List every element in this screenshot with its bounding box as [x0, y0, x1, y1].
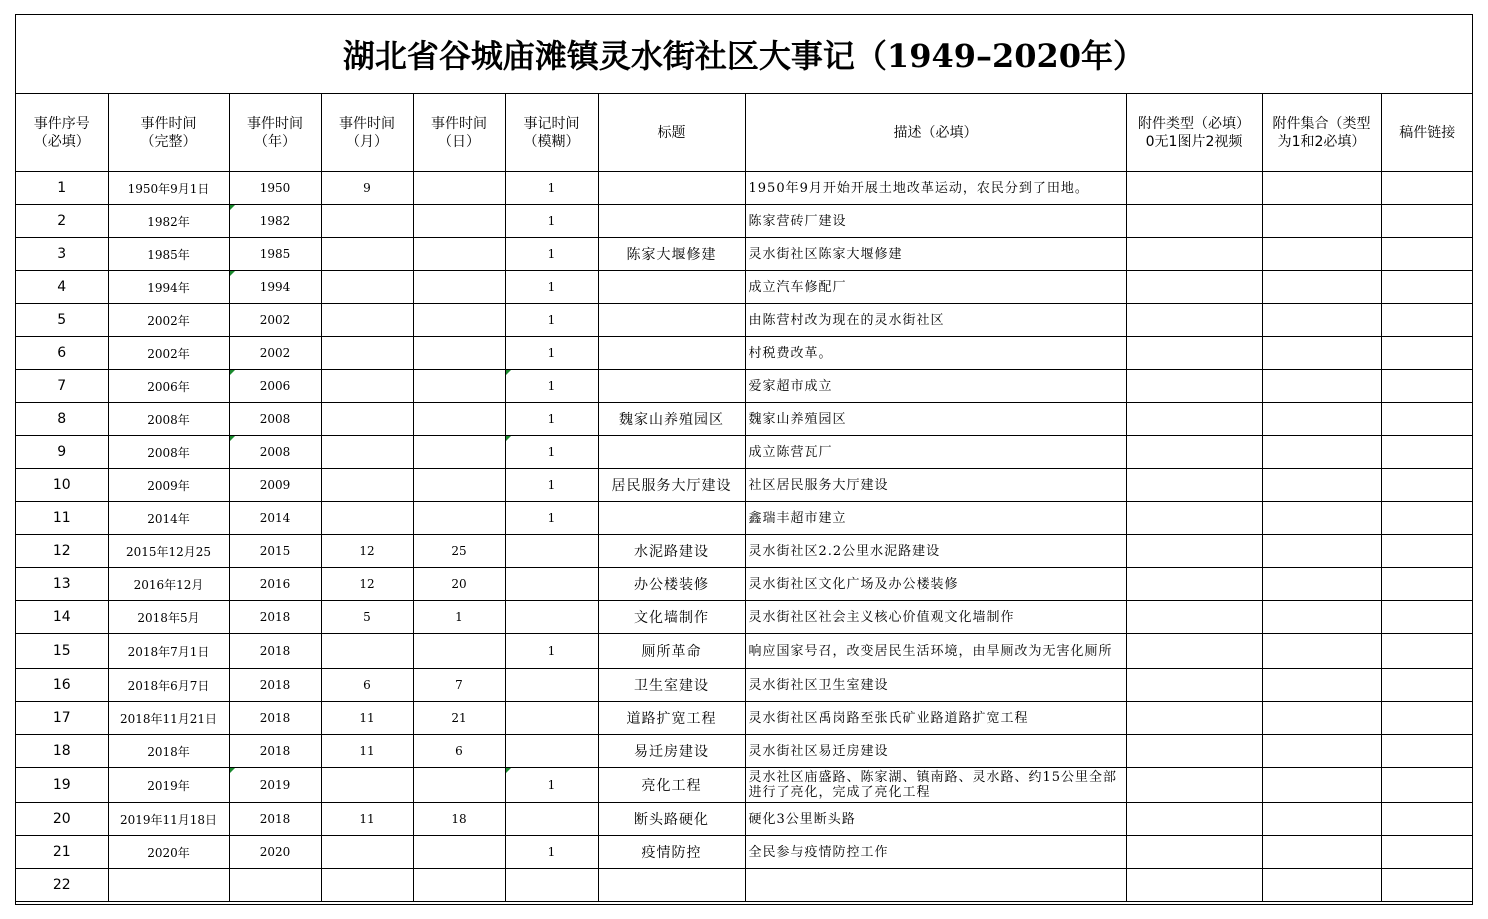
cell-link[interactable]	[1381, 403, 1473, 436]
cell-no[interactable]: 2	[16, 205, 108, 238]
cell-description[interactable]: 全民参与疫情防控工作	[745, 836, 1126, 869]
cell-month[interactable]: 6	[321, 669, 413, 702]
cell-month[interactable]	[321, 869, 413, 902]
cell-attachment-type[interactable]	[1126, 337, 1262, 370]
cell-fuzzy[interactable]: 1	[505, 469, 598, 502]
header-cell-attachment-set[interactable]: 附件集合（类型 为1和2必填）	[1262, 94, 1381, 172]
cell-month[interactable]: 12	[321, 568, 413, 601]
cell-note-marker	[230, 768, 235, 773]
cell-attachment-set[interactable]	[1262, 803, 1381, 836]
cell-note-marker	[506, 768, 511, 773]
cell-title[interactable]	[598, 205, 745, 238]
cell-attachment-set[interactable]	[1262, 502, 1381, 535]
table-row	[16, 869, 1473, 902]
cell-attachment-type[interactable]	[1126, 271, 1262, 304]
cell-day[interactable]	[413, 403, 505, 436]
cell-no[interactable]: 10	[16, 469, 108, 502]
cell-title[interactable]: 疫情防控	[598, 836, 745, 869]
cell-attachment-type[interactable]	[1126, 634, 1262, 669]
cell-link[interactable]	[1381, 803, 1473, 836]
cell-title[interactable]: 卫生室建设	[598, 669, 745, 702]
cell-title[interactable]: 陈家大堰修建	[598, 238, 745, 271]
cell-year[interactable]: 2015	[229, 535, 321, 568]
cell-link[interactable]	[1381, 370, 1473, 403]
table-row	[16, 304, 1473, 337]
cell-full-date[interactable]: 2002年	[108, 304, 229, 337]
cell-no[interactable]: 18	[16, 735, 108, 768]
cell-title[interactable]: 易迁房建设	[598, 735, 745, 768]
cell-year[interactable]: 2018	[229, 669, 321, 702]
cell-title[interactable]	[598, 502, 745, 535]
cell-month[interactable]: 11	[321, 803, 413, 836]
cell-description[interactable]: 社区居民服务大厅建设	[745, 469, 1126, 502]
cell-day[interactable]	[413, 634, 505, 669]
cell-fuzzy[interactable]: 1	[505, 337, 598, 370]
cell-no[interactable]: 14	[16, 601, 108, 634]
table-row	[16, 634, 1473, 669]
table-row	[16, 337, 1473, 370]
cell-day[interactable]	[413, 304, 505, 337]
cell-description[interactable]: 硬化3公里断头路	[745, 803, 1126, 836]
cell-title[interactable]	[598, 172, 745, 205]
cell-month[interactable]	[321, 238, 413, 271]
cell-full-date[interactable]: 2008年	[108, 403, 229, 436]
header-cell-description[interactable]: 描述（必填）	[745, 94, 1126, 172]
cell-link[interactable]	[1381, 304, 1473, 337]
cell-title[interactable]: 厕所革命	[598, 634, 745, 669]
header-cell-no[interactable]: 事件序号 （必填）	[16, 94, 108, 172]
cell-day[interactable]: 7	[413, 669, 505, 702]
cell-link[interactable]	[1381, 469, 1473, 502]
cell-day[interactable]	[413, 836, 505, 869]
cell-day[interactable]: 25	[413, 535, 505, 568]
cell-attachment-set[interactable]	[1262, 337, 1381, 370]
cell-month[interactable]	[321, 271, 413, 304]
table-row	[16, 735, 1473, 768]
cell-title[interactable]: 水泥路建设	[598, 535, 745, 568]
cell-fuzzy[interactable]: 1	[505, 205, 598, 238]
cell-year[interactable]: 2009	[229, 469, 321, 502]
cell-full-date[interactable]: 2016年12月	[108, 568, 229, 601]
cell-no[interactable]: 4	[16, 271, 108, 304]
cell-description[interactable]: 村税费改革。	[745, 337, 1126, 370]
cell-attachment-type[interactable]	[1126, 172, 1262, 205]
cell-no[interactable]: 20	[16, 803, 108, 836]
cell-title[interactable]: 办公楼装修	[598, 568, 745, 601]
header-cell-year[interactable]: 事件时间 （年）	[229, 94, 321, 172]
cell-attachment-set[interactable]	[1262, 634, 1381, 669]
cell-month[interactable]	[321, 768, 413, 803]
cell-attachment-type[interactable]	[1126, 568, 1262, 601]
cell-description[interactable]: 灵水街社区社会主义核心价值观文化墙制作	[745, 601, 1126, 634]
cell-attachment-type[interactable]	[1126, 735, 1262, 768]
cell-attachment-set[interactable]	[1262, 370, 1381, 403]
cell-no[interactable]: 21	[16, 836, 108, 869]
cell-day[interactable]: 18	[413, 803, 505, 836]
cell-day[interactable]	[413, 271, 505, 304]
table-row	[16, 768, 1473, 803]
table-row	[16, 172, 1473, 205]
cell-no[interactable]: 8	[16, 403, 108, 436]
header-cell-full-date[interactable]: 事件时间 （完整）	[108, 94, 229, 172]
cell-day[interactable]	[413, 172, 505, 205]
cell-attachment-set[interactable]	[1262, 568, 1381, 601]
cell-attachment-type[interactable]	[1126, 205, 1262, 238]
cell-link[interactable]	[1381, 205, 1473, 238]
cell-full-date[interactable]: 1982年	[108, 205, 229, 238]
cell-year[interactable]: 2002	[229, 337, 321, 370]
cell-month[interactable]	[321, 370, 413, 403]
cell-attachment-set[interactable]	[1262, 768, 1381, 803]
cell-year[interactable]: 2008	[229, 436, 321, 469]
cell-attachment-set[interactable]	[1262, 535, 1381, 568]
cell-description[interactable]: 成立汽车修配厂	[745, 271, 1126, 304]
cell-no[interactable]: 5	[16, 304, 108, 337]
cell-no[interactable]: 19	[16, 768, 108, 803]
cell-month[interactable]	[321, 436, 413, 469]
header-cell-title[interactable]: 标题	[598, 94, 745, 172]
cell-full-date[interactable]: 2019年	[108, 768, 229, 803]
cell-link[interactable]	[1381, 601, 1473, 634]
cell-attachment-type[interactable]	[1126, 768, 1262, 803]
header-cell-link[interactable]: 稿件链接	[1381, 94, 1473, 172]
cell-attachment-set[interactable]	[1262, 238, 1381, 271]
sheet-title: 湖北省谷城庙滩镇灵水街社区大事记（1949–2020年）	[16, 15, 1472, 94]
header-cell-day[interactable]: 事件时间 （日）	[413, 94, 505, 172]
header-cell-month[interactable]: 事件时间 （月）	[321, 94, 413, 172]
cell-no[interactable]: 15	[16, 634, 108, 669]
cell-month[interactable]: 9	[321, 172, 413, 205]
cell-fuzzy[interactable]: 1	[505, 768, 598, 803]
cell-attachment-set[interactable]	[1262, 735, 1381, 768]
cell-attachment-type[interactable]	[1126, 436, 1262, 469]
cell-attachment-type[interactable]	[1126, 702, 1262, 735]
cell-no[interactable]: 11	[16, 502, 108, 535]
cell-description[interactable]: 陈家营砖厂建设	[745, 205, 1126, 238]
cell-description[interactable]: 成立陈营瓦厂	[745, 436, 1126, 469]
cell-fuzzy[interactable]	[505, 601, 598, 634]
cell-fuzzy[interactable]	[505, 869, 598, 902]
cell-description[interactable]: 灵水街社区卫生室建设	[745, 669, 1126, 702]
cell-day[interactable]: 1	[413, 601, 505, 634]
cell-link[interactable]	[1381, 735, 1473, 768]
cell-full-date[interactable]: 2018年	[108, 735, 229, 768]
cell-year[interactable]: 2006	[229, 370, 321, 403]
table-row	[16, 601, 1473, 634]
cell-no[interactable]: 16	[16, 669, 108, 702]
cell-fuzzy[interactable]	[505, 669, 598, 702]
cell-description[interactable]: 灵水街社区禹岗路至张氏矿业路道路扩宽工程	[745, 702, 1126, 735]
cell-attachment-set[interactable]	[1262, 271, 1381, 304]
cell-year[interactable]: 2018	[229, 702, 321, 735]
cell-description[interactable]: 灵水街社区2.2公里水泥路建设	[745, 535, 1126, 568]
cell-day[interactable]	[413, 238, 505, 271]
cell-link[interactable]	[1381, 568, 1473, 601]
cell-fuzzy[interactable]: 1	[505, 172, 598, 205]
cell-day[interactable]: 6	[413, 735, 505, 768]
cell-attachment-type[interactable]	[1126, 869, 1262, 902]
cell-description[interactable]: 由陈营村改为现在的灵水街社区	[745, 304, 1126, 337]
cell-title[interactable]	[598, 304, 745, 337]
cell-fuzzy[interactable]: 1	[505, 436, 598, 469]
cell-year[interactable]: 1985	[229, 238, 321, 271]
cell-attachment-type[interactable]	[1126, 836, 1262, 869]
cell-attachment-type[interactable]	[1126, 403, 1262, 436]
cell-year[interactable]	[229, 869, 321, 902]
cell-day[interactable]	[413, 205, 505, 238]
cell-link[interactable]	[1381, 337, 1473, 370]
header-row	[16, 94, 1473, 172]
cell-attachment-set[interactable]	[1262, 205, 1381, 238]
cell-link[interactable]	[1381, 669, 1473, 702]
cell-description[interactable]: 魏家山养殖园区	[745, 403, 1126, 436]
cell-attachment-type[interactable]	[1126, 803, 1262, 836]
cell-attachment-set[interactable]	[1262, 669, 1381, 702]
cell-year[interactable]: 2002	[229, 304, 321, 337]
cell-no[interactable]: 9	[16, 436, 108, 469]
cell-attachment-type[interactable]	[1126, 669, 1262, 702]
cell-attachment-set[interactable]	[1262, 304, 1381, 337]
cell-no[interactable]: 12	[16, 535, 108, 568]
cell-title[interactable]	[598, 370, 745, 403]
cell-year[interactable]: 2008	[229, 403, 321, 436]
cell-full-date[interactable]: 2015年12月25	[108, 535, 229, 568]
cell-title[interactable]: 断头路硬化	[598, 803, 745, 836]
cell-attachment-type[interactable]	[1126, 601, 1262, 634]
cell-month[interactable]: 11	[321, 702, 413, 735]
cell-month[interactable]: 5	[321, 601, 413, 634]
table-row	[16, 535, 1473, 568]
cell-description[interactable]: 1950年9月开始开展土地改革运动，农民分到了田地。	[745, 172, 1126, 205]
cell-attachment-type[interactable]	[1126, 469, 1262, 502]
cell-no[interactable]: 22	[16, 869, 108, 902]
cell-year[interactable]: 2016	[229, 568, 321, 601]
cell-fuzzy[interactable]	[505, 535, 598, 568]
cell-fuzzy[interactable]: 1	[505, 502, 598, 535]
cell-fuzzy[interactable]: 1	[505, 271, 598, 304]
cell-attachment-set[interactable]	[1262, 172, 1381, 205]
cell-month[interactable]	[321, 337, 413, 370]
cell-day[interactable]	[413, 469, 505, 502]
cell-year[interactable]: 1950	[229, 172, 321, 205]
cell-full-date[interactable]: 2018年5月	[108, 601, 229, 634]
cell-fuzzy[interactable]	[505, 702, 598, 735]
cell-day[interactable]	[413, 370, 505, 403]
cell-fuzzy[interactable]: 1	[505, 403, 598, 436]
cell-month[interactable]	[321, 469, 413, 502]
cell-full-date[interactable]: 1950年9月1日	[108, 172, 229, 205]
cell-title[interactable]	[598, 436, 745, 469]
cell-no[interactable]: 7	[16, 370, 108, 403]
cell-day[interactable]	[413, 869, 505, 902]
cell-full-date[interactable]: 2019年11月18日	[108, 803, 229, 836]
cell-fuzzy[interactable]: 1	[505, 634, 598, 669]
cell-no[interactable]: 6	[16, 337, 108, 370]
cell-day[interactable]	[413, 436, 505, 469]
cell-full-date[interactable]: 2008年	[108, 436, 229, 469]
cell-note-marker	[230, 205, 235, 210]
cell-fuzzy[interactable]	[505, 803, 598, 836]
cell-link[interactable]	[1381, 172, 1473, 205]
events-table	[16, 94, 1473, 902]
cell-day[interactable]: 20	[413, 568, 505, 601]
cell-year[interactable]: 2014	[229, 502, 321, 535]
table-row	[16, 836, 1473, 869]
cell-description[interactable]: 响应国家号召，改变居民生活环境，由旱厕改为无害化厕所	[745, 634, 1126, 669]
table-row	[16, 403, 1473, 436]
table-row	[16, 205, 1473, 238]
table-row	[16, 238, 1473, 271]
cell-link[interactable]	[1381, 634, 1473, 669]
cell-fuzzy[interactable]: 1	[505, 304, 598, 337]
cell-description[interactable]: 灵水街社区文化广场及办公楼装修	[745, 568, 1126, 601]
cell-link[interactable]	[1381, 768, 1473, 803]
cell-fuzzy[interactable]	[505, 568, 598, 601]
cell-title[interactable]: 居民服务大厅建设	[598, 469, 745, 502]
cell-note-marker	[230, 370, 235, 375]
cell-attachment-set[interactable]	[1262, 403, 1381, 436]
cell-full-date[interactable]: 1985年	[108, 238, 229, 271]
cell-year[interactable]: 2018	[229, 634, 321, 669]
table-row	[16, 803, 1473, 836]
cell-attachment-type[interactable]	[1126, 502, 1262, 535]
cell-fuzzy[interactable]: 1	[505, 836, 598, 869]
cell-year[interactable]: 1994	[229, 271, 321, 304]
cell-full-date[interactable]: 2018年6月7日	[108, 669, 229, 702]
cell-attachment-type[interactable]	[1126, 535, 1262, 568]
cell-title[interactable]: 魏家山养殖园区	[598, 403, 745, 436]
cell-year[interactable]: 2018	[229, 735, 321, 768]
cell-note-marker	[506, 370, 511, 375]
header-cell-attachment-type[interactable]: 附件类型（必填） 0无1图片2视频	[1126, 94, 1262, 172]
cell-day[interactable]	[413, 502, 505, 535]
cell-title[interactable]	[598, 337, 745, 370]
cell-full-date[interactable]: 2018年7月1日	[108, 634, 229, 669]
cell-link[interactable]	[1381, 535, 1473, 568]
cell-full-date[interactable]: 2014年	[108, 502, 229, 535]
cell-description[interactable]: 灵水社区庙盛路、陈家湖、镇南路、灵水路、约15公里全部进行了亮化，完成了亮化工程	[745, 768, 1126, 803]
cell-full-date[interactable]	[108, 869, 229, 902]
cell-full-date[interactable]: 1994年	[108, 271, 229, 304]
cell-month[interactable]: 11	[321, 735, 413, 768]
cell-year[interactable]: 2018	[229, 803, 321, 836]
cell-link[interactable]	[1381, 836, 1473, 869]
table-row	[16, 669, 1473, 702]
cell-day[interactable]	[413, 768, 505, 803]
cell-description[interactable]: 鑫瑞丰超市建立	[745, 502, 1126, 535]
table-row	[16, 469, 1473, 502]
cell-attachment-set[interactable]	[1262, 836, 1381, 869]
cell-link[interactable]	[1381, 271, 1473, 304]
cell-attachment-set[interactable]	[1262, 869, 1381, 902]
cell-description[interactable]	[745, 869, 1126, 902]
cell-title[interactable]: 亮化工程	[598, 768, 745, 803]
cell-link[interactable]	[1381, 702, 1473, 735]
cell-month[interactable]	[321, 634, 413, 669]
cell-year[interactable]: 1982	[229, 205, 321, 238]
cell-no[interactable]: 3	[16, 238, 108, 271]
cell-month[interactable]	[321, 403, 413, 436]
cell-title[interactable]: 文化墙制作	[598, 601, 745, 634]
cell-full-date[interactable]: 2018年11月21日	[108, 702, 229, 735]
cell-attachment-set[interactable]	[1262, 469, 1381, 502]
cell-title[interactable]	[598, 869, 745, 902]
cell-attachment-type[interactable]	[1126, 304, 1262, 337]
cell-description[interactable]: 灵水街社区陈家大堰修建	[745, 238, 1126, 271]
cell-full-date[interactable]: 2002年	[108, 337, 229, 370]
cell-link[interactable]	[1381, 502, 1473, 535]
cell-day[interactable]: 21	[413, 702, 505, 735]
cell-year[interactable]: 2019	[229, 768, 321, 803]
cell-note-marker	[230, 271, 235, 276]
cell-link[interactable]	[1381, 869, 1473, 902]
cell-year[interactable]: 2018	[229, 601, 321, 634]
cell-note-marker	[506, 436, 511, 441]
cell-link[interactable]	[1381, 436, 1473, 469]
spreadsheet	[15, 14, 1473, 905]
cell-attachment-type[interactable]	[1126, 370, 1262, 403]
table-row	[16, 436, 1473, 469]
cell-full-date[interactable]: 2020年	[108, 836, 229, 869]
cell-title[interactable]: 道路扩宽工程	[598, 702, 745, 735]
cell-no[interactable]: 17	[16, 702, 108, 735]
cell-attachment-type[interactable]	[1126, 238, 1262, 271]
cell-description[interactable]: 灵水街社区易迁房建设	[745, 735, 1126, 768]
cell-link[interactable]	[1381, 238, 1473, 271]
cell-attachment-set[interactable]	[1262, 601, 1381, 634]
table-row	[16, 370, 1473, 403]
cell-month[interactable]	[321, 304, 413, 337]
cell-full-date[interactable]: 2009年	[108, 469, 229, 502]
cell-day[interactable]	[413, 337, 505, 370]
cell-fuzzy[interactable]: 1	[505, 370, 598, 403]
table-row	[16, 702, 1473, 735]
cell-title[interactable]	[598, 271, 745, 304]
cell-month[interactable]: 12	[321, 535, 413, 568]
cell-month[interactable]	[321, 836, 413, 869]
cell-no[interactable]: 1	[16, 172, 108, 205]
cell-attachment-set[interactable]	[1262, 436, 1381, 469]
cell-year[interactable]: 2020	[229, 836, 321, 869]
header-cell-fuzzy[interactable]: 事记时间 （模糊）	[505, 94, 598, 172]
table-row	[16, 502, 1473, 535]
cell-fuzzy[interactable]: 1	[505, 238, 598, 271]
cell-fuzzy[interactable]	[505, 735, 598, 768]
table-row	[16, 568, 1473, 601]
cell-no[interactable]: 13	[16, 568, 108, 601]
cell-description[interactable]: 爱家超市成立	[745, 370, 1126, 403]
table-row	[16, 271, 1473, 304]
cell-full-date[interactable]: 2006年	[108, 370, 229, 403]
cell-month[interactable]	[321, 205, 413, 238]
cell-month[interactable]	[321, 502, 413, 535]
cell-note-marker	[230, 436, 235, 441]
cell-attachment-set[interactable]	[1262, 702, 1381, 735]
